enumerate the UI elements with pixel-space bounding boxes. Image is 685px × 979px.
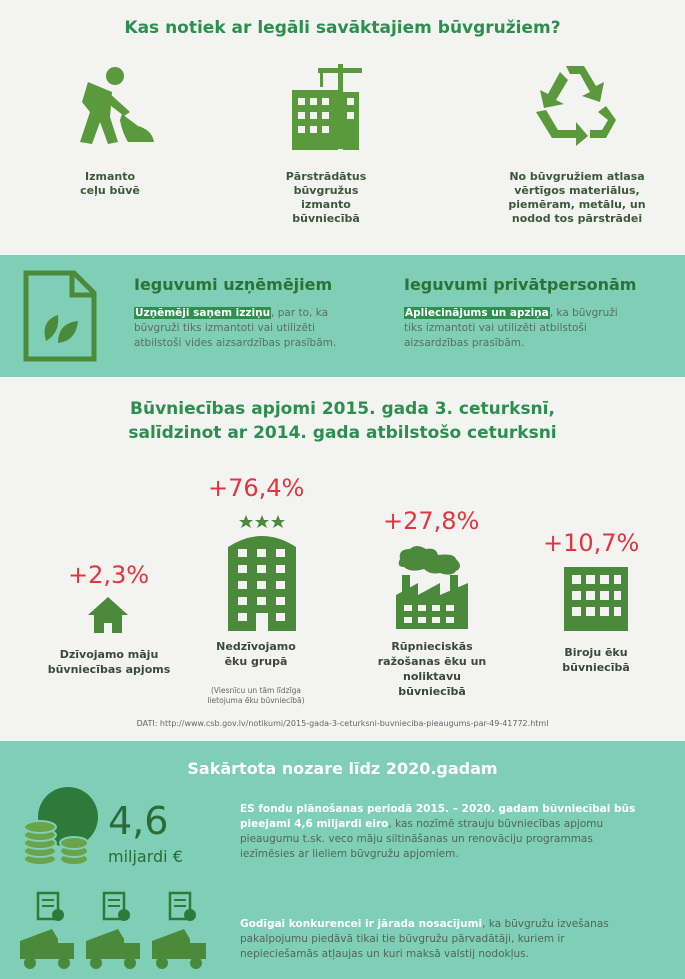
volumes-title-line: salīdzinot ar 2014. gada atbilstošo ceturksni — [128, 423, 557, 443]
funds-text — [240, 802, 670, 862]
competition-first-line — [240, 917, 670, 932]
percent-office: +10,7% — [543, 529, 640, 557]
competition-line: nepieciešamās atļaujas un kuri maksā valstij nodokļus. — [240, 948, 529, 960]
caption-line: Izmanto — [84, 170, 136, 183]
factory-icon — [394, 545, 470, 631]
funds-line: pieaugumu t.sk. veco māju siltināšanas un renovāciju programmas — [240, 833, 593, 845]
section1-title: Kas notiek ar legāli savāktajiem būvgružiem? — [124, 18, 561, 38]
companies-line: būvgruži tiks izmantoti vai utilizēti — [134, 322, 315, 334]
private-line: tiks izmantoti vai utilizēti atbilstoši — [404, 322, 587, 334]
companies-highlight: Uzņēmēji saņem izziņu — [135, 307, 271, 319]
funds-bold-line — [240, 802, 670, 817]
caption-line: būvniecības apjoms — [47, 663, 171, 676]
caption-line: Dzīvojamo māju — [59, 648, 159, 661]
section-2020 — [0, 741, 685, 979]
caption-road — [60, 170, 160, 198]
caption-line: nodod tos pārstrādei — [511, 212, 643, 225]
note-line: lietojuma ēku būvniecībā) — [207, 696, 305, 705]
section-destination — [0, 0, 685, 255]
eco-document-icon — [22, 269, 98, 363]
section4-title: Sakārtota nozare līdz 2020.gadam — [187, 759, 498, 778]
caption-industrial — [362, 639, 502, 699]
funds-line-2 — [240, 817, 670, 832]
coins-icon — [18, 783, 102, 873]
funds-bold: ES fondu plānošanas periodā 2015. – 2020. gadam būvniecībai būs — [240, 803, 636, 815]
caption-line: ceļu būvē — [80, 184, 140, 197]
caption-line: būvniecībā — [398, 685, 466, 698]
companies-text — [134, 306, 384, 351]
caption-line: No būvgružiem atlasa — [509, 170, 645, 183]
amount-value: 4,6 — [108, 799, 169, 843]
section-benefits — [0, 255, 685, 377]
note-hotels — [186, 686, 326, 706]
private-first-line — [404, 306, 664, 321]
competition-text-rest: , ka būvgružu izvešanas — [482, 918, 609, 930]
caption-line: būvniecībā — [292, 212, 360, 225]
truck-icon — [20, 929, 206, 969]
percent-industrial: +27,8% — [383, 507, 480, 535]
office-building-icon — [564, 567, 628, 631]
amount-unit: miljardi € — [108, 847, 183, 866]
companies-heading: Ieguvumi uzņēmējiem — [134, 275, 333, 294]
hotel-building-icon — [226, 513, 298, 631]
private-text — [404, 306, 664, 351]
caption-line: būvgružus — [293, 184, 359, 197]
section-volumes — [0, 377, 685, 741]
caption-line: būvniecībā — [562, 661, 630, 674]
house-icon — [86, 595, 130, 635]
caption-materials — [492, 170, 662, 226]
funds-text-rest: , kas nozīmē strauju būvniecības apjomu — [388, 818, 604, 830]
funds-bold: pieejami 4,6 miljardi eiro — [240, 818, 389, 830]
competition-text — [240, 917, 670, 962]
caption-line: izmanto — [301, 198, 351, 211]
companies-line: atbilstoši vides aizsardzības prasībām. — [134, 337, 337, 349]
caption-line: ēku grupā — [224, 655, 288, 668]
competition-bold: Godīgai konkurencei ir jārada nosacījumi — [240, 918, 483, 930]
private-line: aizsardzības prasībām. — [404, 337, 525, 349]
private-heading: Ieguvumi privātpersonām — [404, 275, 637, 294]
percent-nonresidential: +76,4% — [208, 474, 305, 502]
percent-residential: +2,3% — [68, 561, 150, 589]
road-worker-icon — [60, 62, 160, 152]
private-highlight: Apliecinājums un apziņa — [405, 307, 549, 319]
trucks-icon-group — [18, 889, 218, 973]
competition-line: pakalpojumu piedāvā tikai tie būvgružu pārvadātāji, kuriem ir — [240, 933, 565, 945]
volumes-title-line: Būvniecības apjomi 2015. gada 3. ceturksnī, — [130, 399, 555, 419]
caption-line: Pārstrādātus — [285, 170, 367, 183]
caption-line: vērtīgos materiālus, — [514, 184, 640, 197]
caption-line: Rūpnieciskās — [391, 640, 473, 653]
recycle-icon — [530, 62, 620, 146]
companies-first-line — [134, 306, 384, 321]
document-check-icon — [38, 893, 196, 921]
data-source: DATI: http://www.csb.gov.lv/notikumi/2015-gada-3-ceturksni-buvnieciba-pieaugums-par-49-41772.html — [136, 719, 549, 728]
caption-nonresidential — [186, 639, 326, 669]
funds-line: iezīmēsies ar lieliem būvgružu apjomiem. — [240, 848, 459, 860]
private-text-rest: , ka būvgruži — [549, 307, 618, 319]
companies-text-rest: , par to, ka — [271, 307, 329, 319]
caption-line: piemēram, metālu, un — [508, 198, 646, 211]
crane-building-icon — [290, 62, 362, 152]
caption-office — [526, 645, 666, 675]
caption-recycled — [276, 170, 376, 226]
caption-residential — [24, 647, 194, 677]
caption-line: Biroju ēku — [564, 646, 628, 659]
caption-line: ražošanas ēku un — [377, 655, 487, 668]
note-line: (Viesnīcu un tām līdzīga — [210, 686, 302, 695]
caption-line: Nedzīvojamo — [216, 640, 296, 653]
caption-line: noliktavu — [403, 670, 461, 683]
volumes-title — [0, 397, 685, 445]
